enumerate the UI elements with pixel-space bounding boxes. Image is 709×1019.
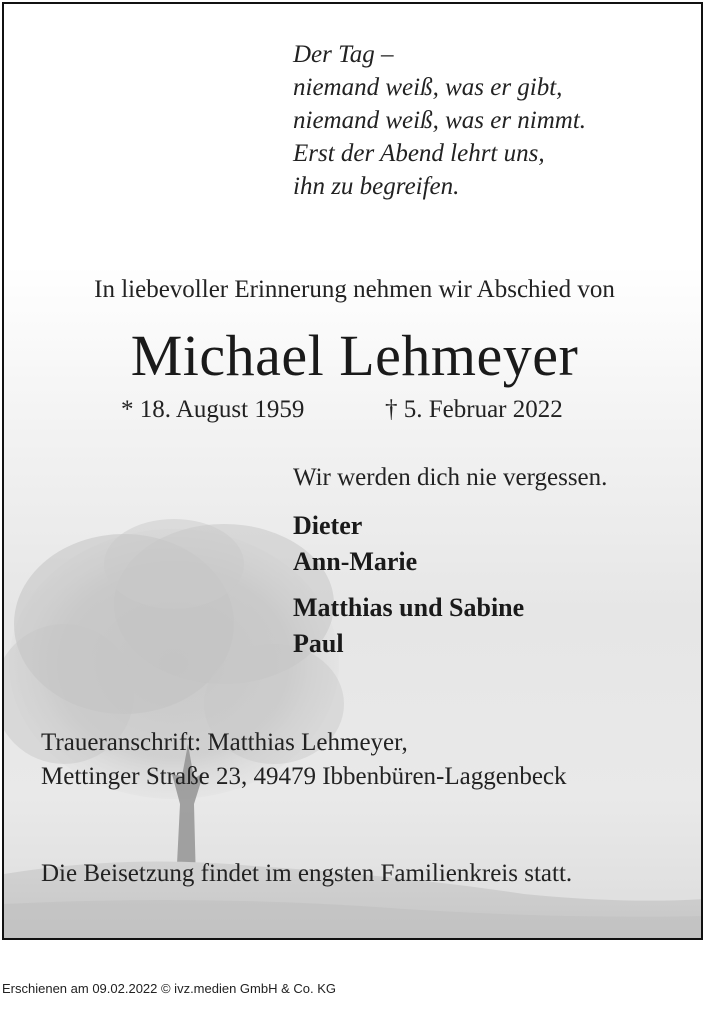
poem-line: ihn zu begreifen. [293,173,460,200]
intro-text: In liebevoller Erinnerung nehmen wir Abschied von [94,276,615,303]
mourner-name: Dieter [293,511,363,540]
address-line: Mettinger Straße 23, 49479 Ibbenbüren-Laggenbeck [41,763,567,790]
poem-line: niemand weiß, was er gibt, [293,74,563,101]
mourner-name: Ann-Marie [293,547,418,576]
poem-line: Der Tag – [293,41,394,68]
mourners-list [293,508,524,672]
deceased-name: Michael Lehmeyer [130,323,579,388]
funeral-note: Die Beisetzung findet im engsten Familienkreis statt. [41,860,573,887]
poem-line: Erst der Abend lehrt uns, [293,140,545,167]
obituary-notice [2,2,703,940]
death-date: † 5. Februar 2022 [385,396,563,423]
poem [293,38,586,203]
publication-footer: Erschienen am 09.02.2022 © ivz.medien GmbH & Co. KG [2,981,337,996]
birth-date: * 18. August 1959 [121,396,305,423]
mourner-group [293,508,524,580]
address-line: Traueranschrift: Matthias Lehmeyer, [41,729,408,756]
poem-line: niemand weiß, was er nimmt. [293,107,587,134]
mourner-group [293,590,524,662]
mourner-name: Paul [293,629,344,658]
tagline: Wir werden dich nie vergessen. [293,464,608,491]
mourner-name: Matthias und Sabine [293,593,525,622]
mourning-address [41,726,567,794]
